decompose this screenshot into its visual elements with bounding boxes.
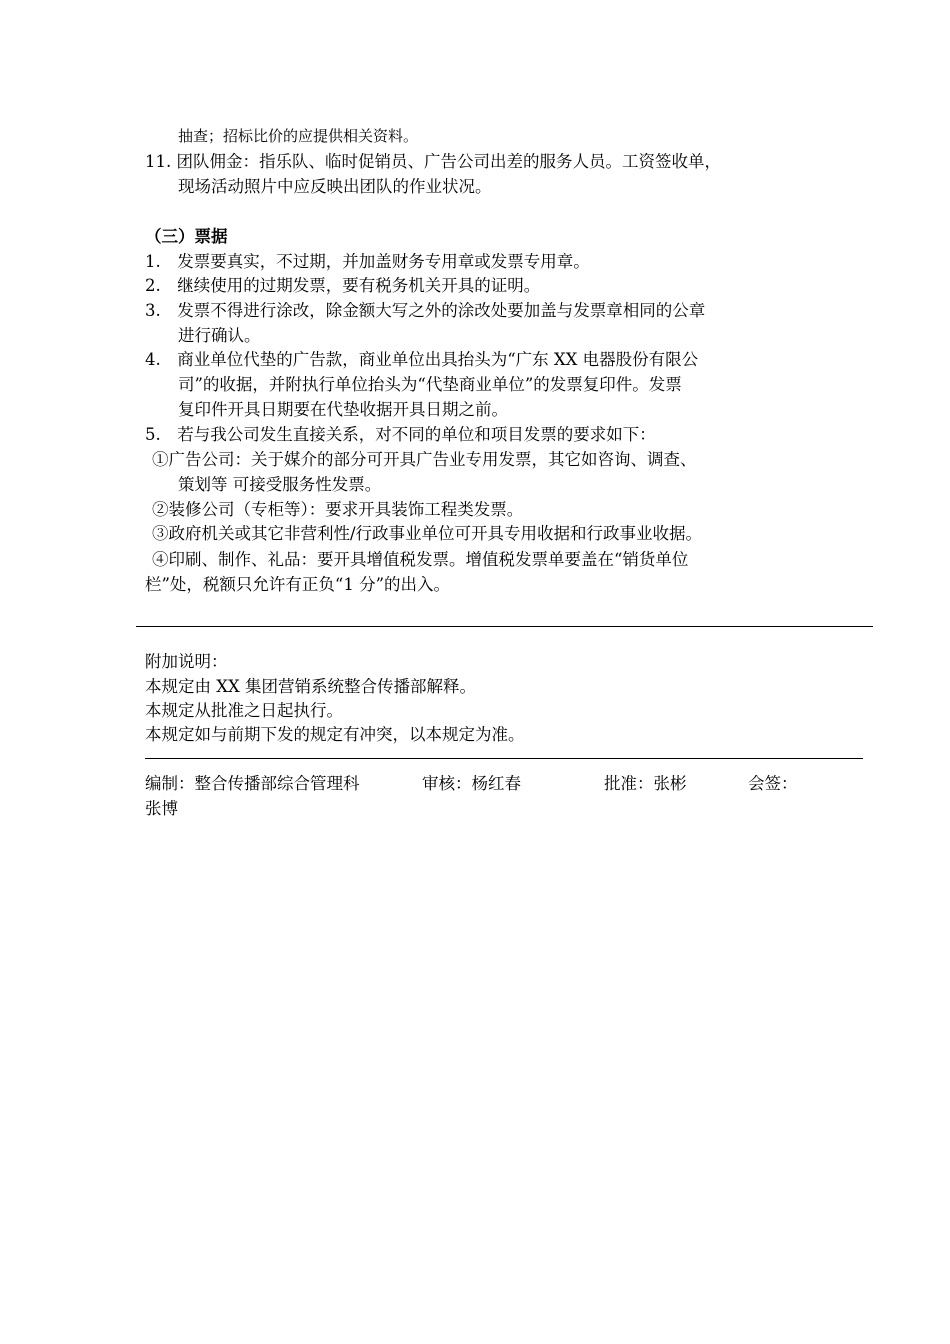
- text-line-15: ②装修公司（专柜等）：要求开具装饰工程类发票。: [152, 500, 524, 519]
- text-line-10: 司”的收据，并附执行单位抬头为“代垫商业单位”的发票复印件。发票: [178, 375, 682, 394]
- notes-heading: 附加说明：: [145, 652, 228, 671]
- text-line-17: ④印刷、制作、礼品：要开具增值税发票。增值税发票单要盖在“销货单位: [152, 550, 689, 569]
- divider-top: [136, 626, 873, 627]
- signoff-approved: 批准：张彬: [604, 774, 687, 793]
- text-line-09: 4. 商业单位代垫的广告款，商业单位出具抬头为“广东 XX 电器股份有限公: [145, 350, 699, 369]
- signoff-row: [145, 772, 863, 796]
- text-line-13: ①广告公司：关于媒介的部分可开具广告业专用发票，其它如咨询、调查、: [152, 450, 697, 469]
- notes-item-1: 本规定由 XX 集团营销系统整合传播部解释。: [145, 677, 476, 696]
- text-line-06: 2. 继续使用的过期发票，要有税务机关开具的证明。: [145, 276, 541, 295]
- section-heading-invoices: （三）票据: [145, 227, 228, 246]
- text-line-05: 1. 发票要真实，不过期，并加盖财务专用章或发票专用章。: [145, 252, 590, 271]
- text-line-18: 栏”处，税额只允许有正负“1 分”的出入。: [145, 575, 451, 594]
- text-line-12: 5. 若与我公司发生直接关系，对不同的单位和项目发票的要求如下：: [145, 425, 656, 444]
- text-line-03: 现场活动照片中应反映出团队的作业状况。: [178, 177, 492, 196]
- text-line-11: 复印件开具日期要在代垫收据开具日期之前。: [178, 400, 508, 419]
- text-line-02: 11. 团队佣金：指乐队、临时促销员、广告公司出差的服务人员。工资签收单，: [145, 152, 721, 171]
- signoff-prepared: 编制：整合传播部综合管理科: [145, 774, 360, 793]
- signoff-reviewed: 审核：杨红春: [422, 774, 521, 793]
- signoff-countersigned: 会签：: [748, 774, 798, 793]
- divider-bottom: [145, 758, 863, 759]
- text-line-08: 进行确认。: [178, 326, 261, 345]
- signoff-countersigner: 张博: [145, 799, 178, 818]
- notes-item-3: 本规定如与前期下发的规定有冲突，以本规定为准。: [145, 725, 525, 744]
- text-line-14: 策划等 可接受服务性发票。: [178, 475, 382, 494]
- text-line-16: ③政府机关或其它非营利性/行政事业单位可开具专用收据和行政事业收据。: [152, 524, 703, 543]
- notes-item-2: 本规定从批准之日起执行。: [145, 701, 343, 720]
- text-line-07: 3. 发票不得进行涂改，除金额大写之外的涂改处要加盖与发票章相同的公章: [145, 301, 706, 320]
- text-line-01: 抽查；招标比价的应提供相关资料。: [178, 127, 419, 145]
